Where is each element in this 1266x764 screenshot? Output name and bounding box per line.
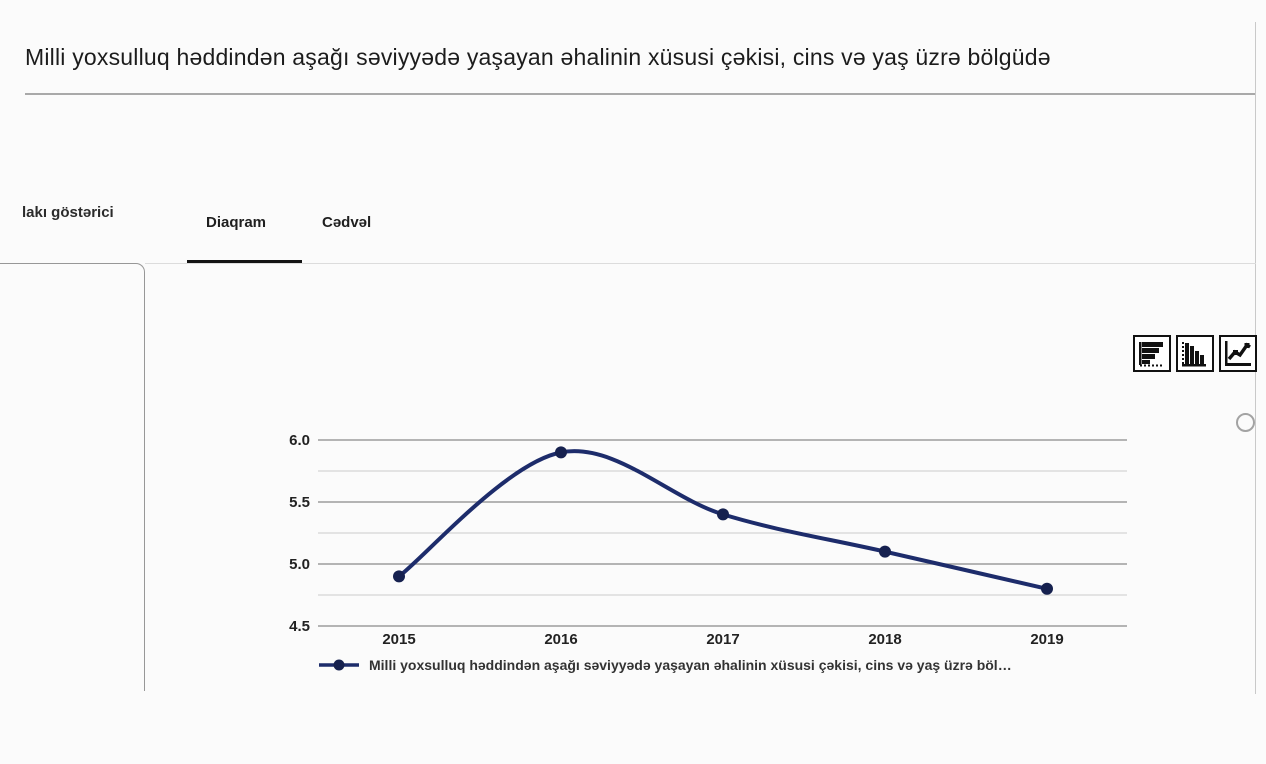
legend-label: Milli yoxsulluq həddindən aşağı səviyyədə yaşayan əhalinin xüsusi çəkisi, cins və yaş üzrə böl… [369, 657, 1012, 673]
legend-marker-icon [318, 658, 362, 672]
legend-item[interactable] [318, 657, 1012, 673]
data-point-marker[interactable] [1041, 583, 1053, 595]
tab-cedvel[interactable]: Cədvəl [322, 214, 372, 231]
data-point-marker[interactable] [717, 508, 729, 520]
data-point-marker[interactable] [393, 570, 405, 582]
bar-chart-horizontal-icon[interactable] [1133, 335, 1171, 372]
column-chart-icon[interactable] [1176, 335, 1214, 372]
tab-diaqram[interactable]: Diaqram [206, 214, 267, 231]
x-axis-tick-label: 2015 [382, 631, 416, 648]
radio-button[interactable] [1236, 413, 1255, 432]
page-title: Milli yoxsulluq həddindən aşağı səviyyədə yaşayan əhalinin xüsusi çəkisi, cins və yaş üzrə bölgüdə [25, 44, 1051, 70]
x-axis-tick-label: 2017 [706, 631, 740, 648]
line-chart-icon[interactable] [1219, 335, 1257, 372]
y-axis-tick-label: 5.0 [289, 556, 310, 573]
y-axis-tick-label: 5.5 [289, 494, 310, 511]
x-axis-tick-label: 2018 [868, 631, 902, 648]
y-axis-tick-label: 6.0 [289, 432, 310, 449]
chart-type-selector [1133, 335, 1257, 372]
title-divider [25, 93, 1256, 95]
sidebar-panel [0, 263, 145, 691]
line-chart [270, 428, 1170, 658]
x-axis-tick-label: 2016 [544, 631, 578, 648]
data-point-marker[interactable] [555, 446, 567, 458]
sidebar-indicator-label: lakı göstərici [22, 204, 114, 221]
data-point-marker[interactable] [879, 546, 891, 558]
y-axis-tick-label: 4.5 [289, 618, 310, 635]
x-axis-tick-label: 2019 [1030, 631, 1064, 648]
tabbar-underline [145, 263, 1256, 264]
